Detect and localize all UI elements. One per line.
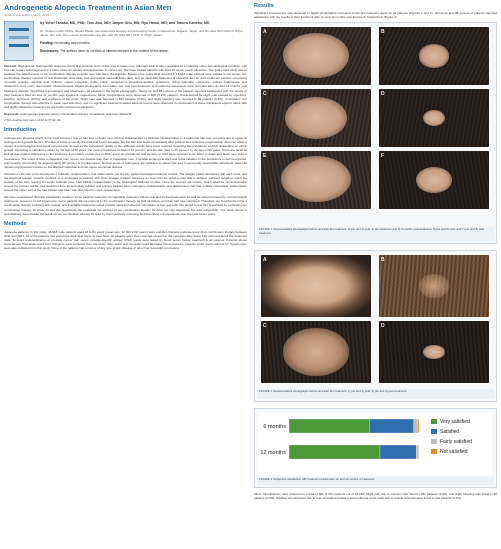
- left-column: [4, 3, 247, 545]
- photo-label: B: [381, 29, 385, 35]
- disclosures-text: The authors have no conflicts of interest relevant to the content of this article.: [59, 48, 169, 53]
- results-paragraph: Significant improvement was observed in digital photographs compared to the pre-treatment areas for all patients (Figures 1 and 2). Ninety-six and 98 percent of patients reported satisfaction with the results of their treatment after six and 12 months post treatment, respectively (Figure 3).: [254, 11, 497, 19]
- photo-label: A: [263, 257, 267, 263]
- introduction-paragraph-1: Androgenetic alopecia (AGA) is the most common type of hair loss in Asian men. AGA is characterized by follicular miniaturization in a patterned hair loss occurring due to systemic androgen and genetic factors. The age of onset is usually the third and fourth decades, but the hair loss starts immediately after puberty and continues progressively. AGA can affect a variety of psychological and social experiences, as well as the individual's quality of life. Different results have been reported regarding the prevalence of AGA, depending on ethnic groups. According to Hamilton's study, by the age of 50 years, the mean prevalence of AGA is 60 percent, and the rate rises to 50 percent by the age of 50 years. There are racial as well as age-related differences in the incidence and pattern of hair loss in AGA, and both prevalence and severity of AGA were reported to be lower in Asian and black men than in Caucasians. The onset of AGA in Japanese men occurs one decade later than in Caucasian men. A familial tendency to AGA and racial variation in the prevalence is well recognized, with heredity accounting for approximately 80 percent of predisposition. Normal levels of androgens are sufficient to cause hair loss in genetically susceptible individuals. AGA has various psychosocial impacts on the affected individual and can cause emotional distress.: [4, 136, 247, 169]
- figure-1-photo-b: [379, 27, 489, 85]
- header-row: [4, 21, 247, 61]
- bar-segment-satisfied: [370, 419, 414, 433]
- photo-label: C: [263, 323, 267, 329]
- photo-label: B: [381, 257, 385, 263]
- bar-segment-fairly-satisfied: [416, 445, 418, 459]
- right-column: [254, 3, 497, 545]
- category-label: 12 months: [260, 450, 286, 456]
- photo-label: C: [263, 91, 267, 97]
- figure-3-caption: FIGURE 3. Subjective satisfaction with treatment results after six and 12 months of treatment.: [257, 477, 494, 485]
- abstract-label: Abstract:: [4, 64, 18, 68]
- satisfaction-chart: [259, 413, 492, 475]
- methods-heading: Methods: [4, 220, 27, 227]
- legend-swatch: [431, 449, 437, 454]
- journal-cover-image: [4, 21, 34, 61]
- introduction-heading: Introduction: [4, 127, 37, 134]
- figure-2: [254, 250, 497, 402]
- photo-label: D: [381, 323, 385, 329]
- disclosures-label: Disclosures:: [40, 48, 60, 53]
- figure-1-caption: FIGURE 1. Representative photographs before and after the treatment. 2) pre and 4) post; 1) pre-treatment and 3) 6 months post-treatment; 5) pre and 6) post; and 7) pre and 8) post treatment.: [257, 227, 494, 241]
- keywords-text: Androgenetic alopecia (AGA), Combination therapy, Finasteride, Hair loss, Minoxidil: [20, 112, 132, 117]
- figure-2-photo-b: [379, 255, 489, 317]
- disclosures: [40, 49, 247, 53]
- figure-1-photo-f: [379, 151, 489, 209]
- bar-segment-satisfied: [380, 445, 416, 459]
- affiliations: Dr. Tanaka is with Clinica Tanaka Plastic, Reconstructive Surgery and Anti-aging Center in Matsumoto, Nagano, Japan, and the AGA Skin Clinic in Tokyo, Japan. Drs. Aso, Ono, Hosoi, and Kaneko are also with the AGA Skin Clinic in Tokyo, Japan.: [40, 28, 244, 37]
- figure-2-photo-c: [261, 321, 371, 383]
- introduction-paragraph-3: We have experienced clinically satisfactory results in some patients treated by an injectable treatment without oral and topical treatments, as well as patients treated by oral and topical treatments. However, in our experience, some patients did not respond to the combination therapy as well as others, and their hair loss continued. Therefore, we hypothesized that a combination therapy including oral, topical, and injectable treatments would provide rapid and effective stimulation of hair regrowth. We aimed to test this hypothesis by evaluating our combination therapy for AGA. To test this hypothesis, we evaluated the efficacy of our combination therapy for AGA not only objectively but also subjectively. Our study aimed to quantitatively demonstrate the results of our combination therapy for AGA by retrospectively reviewing and describing our experience over the past seven years.: [4, 195, 247, 216]
- bar-segment-fairly-satisfied: [414, 419, 418, 433]
- legend-label: Very satisfied: [440, 419, 470, 425]
- abstract: [4, 64, 247, 109]
- legend-label: Fairly satisfied: [440, 439, 472, 445]
- keywords-label: Keywords:: [4, 112, 20, 117]
- legend-swatch: [431, 419, 437, 424]
- bar-segment-not-satisfied: [418, 419, 419, 433]
- bar-segment-very-satisfied: [289, 419, 370, 433]
- figure-1: [254, 22, 497, 244]
- figure-3: [254, 408, 497, 488]
- keywords: [4, 112, 247, 116]
- article-meta: JCAD Online Editor | July 1, 2018: [4, 13, 49, 17]
- legend-label: Not satisfied: [440, 449, 468, 455]
- introduction-paragraph-2: Alteration in the hair cycle development, follicular miniaturization, and inflammation are the key pathophysiological features of AGA. The anagen phase decreases with each cycle, and the length of telogen remains constant or is prolonged in patients with AGA. Anagen duration becomes so short that the growing hair fails to achieve sufficient length to reach the surface of the skin, leaving an empty follicular pore. Hair follicle miniaturization is the histological hallmark of AGA. Once the arrector pili muscle, which attaches circumferentially around the primary follicle, has detached from all secondary follicles and primary follicles have undergone miniaturization and detachment, hair loss is likely irreversible. Inflammation around the upper part of the hair follicles has been well described by many researchers.: [4, 171, 247, 193]
- figure-2-photo-d: [379, 321, 489, 383]
- figure-1-photo-d: [379, 89, 489, 147]
- complications-paragraph: Minor complications were observed in a total of 800 (4.2%) patients out of 18,918. Slight pain due to injection was found in 651 patients (3.4%), and slight bleeding was found in 48 patients (0.3%). Swelling and dizziness due to oral minoxidil and itching and erythema of the scalp due to topical minoxidil were found in 101 patients (0.5%).: [254, 492, 497, 500]
- satisfaction-chart-svg: [259, 413, 492, 475]
- funding: [40, 41, 247, 45]
- figure-2-caption: FIGURE 2. Representative photographs before and after the treatment. 1) pre and 2) post; 3) pre and 4) post-treatment.: [257, 389, 494, 399]
- category-label: 6 months: [263, 424, 286, 430]
- funding-label: Funding:: [40, 40, 54, 45]
- figure-1-photo-e: [261, 151, 371, 209]
- legend-label: Satisfied: [440, 429, 460, 435]
- figure-2-photo-a: [261, 255, 371, 317]
- photo-label: F: [381, 153, 385, 159]
- abstract-text: Background: Androgenetic alopecia (AGA) is a common form of hair loss in Asian men. Although AGA is often regarded as a relatively minor dermatological condition, hair loss can impact self-image and is a main cause for anxiety and depression in some men. We have treated patients with AGA for seven years. Objective: The goal of this study was to evaluate the effectiveness of our combination therapy in Asian men with AGA. Participants: Between the years 2011 and 2017, 18,918 male patients were treated in our center. Our combination therapy consists of oral finasteride once daily, oral and topical minoxidil twice daily, and an injectable treatment of tibocarbe and an AGA treatment solution comprising minoxidil, arginine, aspartic acid, caffeine, copper tripeptide, lysine, niacin, pantothenol, proanthocyanidins, pyridoxine, retinyl palmitate, pyridoxine, sodium hyaluronate, and ubiquinone once every two months. Measurements: Digital photographs were taken pre- and post-treatment, and patient assessments were recorded after six and 12 months post treatment. Results: Significant improvement was observed in all patients in the digital photographs. Ninety-six and 98 percent of the patients reported satisfaction with the results of their treatment after six and 12 months post treatment, respectively. Minor complications were observed in 800 (4.2%) patients, characterized by slight pain caused by injections, swelling, dizziness, itching, and erythema of the scalp. Slight pain was reported in 831 patients (3.4%), and slight bleeding was reported in 48 patients (0.4%). Conclusion: Our combination therapy was effective in Asian men with AGA, and no significant treatment-related adverse events were observed. A combination of these therapeutic options offers safe and highly efficacious treatment for AGA with minimal complications.: [4, 64, 247, 109]
- figure-1-photo-a: [261, 27, 371, 85]
- article-title: Androgenetic Alopecia Treatment in Asian Men: [4, 3, 172, 12]
- photo-label: D: [381, 91, 385, 97]
- legend-swatch: [431, 429, 437, 434]
- photo-label: E: [263, 153, 267, 159]
- bar-segment-not-satisfied: [418, 445, 419, 459]
- authors-block: [40, 21, 247, 61]
- legend-swatch: [431, 439, 437, 444]
- photo-label: A: [263, 29, 267, 35]
- citation: J Clin Aesthet Dermatol. 2018;11(7):32–39.: [4, 118, 62, 123]
- figure-1-photo-c: [261, 89, 371, 147]
- author-list: by Yohei Tanaka, MD, PhD; Toru Aso, MD; Junpei Ono, MD; Ryo Hosoi, MD; and Takuro Kaneko, MD: [40, 21, 210, 25]
- bar-segment-very-satisfied: [289, 445, 380, 459]
- methods-paragraph-1: Japanese patients. In this study, 18,918 male patients aged 18 to 81 years (mean age, 32 [SD 9.02] years) were enrolled. Patients underwent our AGA combination therapy between 2011 and 2017. All of the patients had visited the AGA Skin Clinic to treat AGA. All patients gave their informed consent to the operation after being fully informed about the treatment risks. To avoid underestimation of prostate cancer risk, serum prostate-specific antigen (PSA) levels were tested by blood serum before treatment in all patients. Patients whose pretreatment PSA levels were over 4.0ng/mL were excluded from the study. Also, since oral minoxidil could decrease blood pressure, patients under oral treatment for hypertension were also excluded from this study. None of the patients had a history of any type of skin disease or other hair restoration procedure.: [4, 229, 247, 251]
- results-heading: Results: [254, 3, 274, 9]
- funding-text: No funding was provided.: [54, 40, 91, 45]
